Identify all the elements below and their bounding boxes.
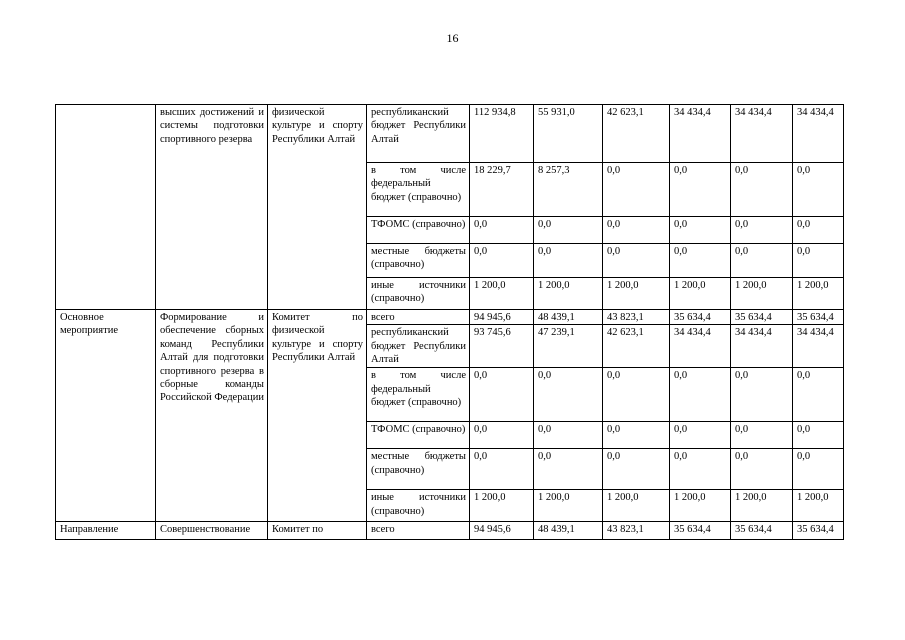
amount-cell: 34 434,4 — [731, 105, 793, 163]
amount-cell: 35 634,4 — [793, 310, 844, 325]
row-executor-cell: Комитет по — [268, 522, 367, 540]
amount-cell: 0,0 — [731, 422, 793, 449]
funding-table — [55, 104, 844, 540]
amount-cell: 0,0 — [670, 368, 731, 422]
row-description-cell: Формирование и обеспечение сборных команд Республики Алтай для подготовки спортивного резерва в сборные команды Российской Федерации — [156, 310, 268, 522]
amount-cell: 0,0 — [534, 217, 603, 244]
amount-cell: 0,0 — [470, 368, 534, 422]
row-name-cell: Направление — [56, 522, 156, 540]
amount-cell: 0,0 — [603, 244, 670, 278]
amount-cell: 112 934,8 — [470, 105, 534, 163]
table-row — [56, 105, 844, 163]
amount-cell: 0,0 — [731, 449, 793, 490]
funding-source-cell: ТФОМС (справочно) — [367, 217, 470, 244]
amount-cell: 0,0 — [731, 368, 793, 422]
amount-cell: 34 434,4 — [793, 325, 844, 368]
funding-source-cell: иные источники (справочно) — [367, 490, 470, 522]
amount-cell: 0,0 — [603, 368, 670, 422]
amount-cell: 1 200,0 — [470, 278, 534, 310]
amount-cell: 1 200,0 — [534, 278, 603, 310]
row-name-cell: Основное мероприятие — [56, 310, 156, 522]
amount-cell: 35 634,4 — [793, 522, 844, 540]
amount-cell: 0,0 — [470, 244, 534, 278]
amount-cell: 42 623,1 — [603, 105, 670, 163]
amount-cell: 0,0 — [603, 449, 670, 490]
amount-cell: 35 634,4 — [670, 522, 731, 540]
amount-cell: 93 745,6 — [470, 325, 534, 368]
amount-cell: 0,0 — [670, 163, 731, 217]
funding-source-cell: иные источники (справочно) — [367, 278, 470, 310]
amount-cell: 48 439,1 — [534, 310, 603, 325]
amount-cell: 35 634,4 — [731, 310, 793, 325]
amount-cell: 0,0 — [603, 217, 670, 244]
amount-cell: 35 634,4 — [670, 310, 731, 325]
amount-cell: 0,0 — [534, 422, 603, 449]
page-number: 16 — [446, 31, 459, 45]
amount-cell: 1 200,0 — [793, 490, 844, 522]
amount-cell: 1 200,0 — [603, 490, 670, 522]
amount-cell: 1 200,0 — [731, 278, 793, 310]
amount-cell: 0,0 — [793, 422, 844, 449]
amount-cell: 0,0 — [534, 244, 603, 278]
amount-cell: 0,0 — [793, 244, 844, 278]
amount-cell: 0,0 — [603, 163, 670, 217]
funding-source-cell: в том числе федеральный бюджет (справочно) — [367, 163, 470, 217]
amount-cell: 94 945,6 — [470, 522, 534, 540]
amount-cell: 42 623,1 — [603, 325, 670, 368]
amount-cell: 0,0 — [470, 422, 534, 449]
table-row — [56, 310, 844, 325]
amount-cell: 47 239,1 — [534, 325, 603, 368]
amount-cell: 0,0 — [534, 449, 603, 490]
funding-source-cell: всего — [367, 522, 470, 540]
amount-cell: 0,0 — [793, 449, 844, 490]
amount-cell: 1 200,0 — [470, 490, 534, 522]
amount-cell: 0,0 — [793, 368, 844, 422]
amount-cell: 0,0 — [470, 449, 534, 490]
row-description-cell: высших достижений и системы подготовки спортивного резерва — [156, 105, 268, 310]
funding-source-cell: ТФОМС (справочно) — [367, 422, 470, 449]
funding-source-cell: всего — [367, 310, 470, 325]
amount-cell: 0,0 — [534, 368, 603, 422]
funding-source-cell: в том числе федеральный бюджет (справочно) — [367, 368, 470, 422]
row-description-cell: Совершенствование — [156, 522, 268, 540]
amount-cell: 0,0 — [670, 449, 731, 490]
row-executor-cell: Комитет по физической культуре и спорту Республики Алтай — [268, 310, 367, 522]
amount-cell: 0,0 — [670, 217, 731, 244]
amount-cell: 1 200,0 — [793, 278, 844, 310]
amount-cell: 0,0 — [793, 163, 844, 217]
amount-cell: 0,0 — [793, 217, 844, 244]
table-body — [56, 105, 844, 540]
amount-cell: 43 823,1 — [603, 522, 670, 540]
amount-cell: 34 434,4 — [731, 325, 793, 368]
amount-cell: 34 434,4 — [670, 105, 731, 163]
row-name-cell — [56, 105, 156, 310]
amount-cell: 1 200,0 — [670, 490, 731, 522]
amount-cell: 34 434,4 — [793, 105, 844, 163]
amount-cell: 8 257,3 — [534, 163, 603, 217]
amount-cell: 35 634,4 — [731, 522, 793, 540]
table-row — [56, 522, 844, 540]
funding-source-cell: республиканский бюджет Республики Алтай — [367, 105, 470, 163]
amount-cell: 18 229,7 — [470, 163, 534, 217]
amount-cell: 1 200,0 — [603, 278, 670, 310]
amount-cell: 0,0 — [731, 163, 793, 217]
amount-cell: 48 439,1 — [534, 522, 603, 540]
funding-source-cell: местные бюджеты (справочно) — [367, 244, 470, 278]
funding-source-cell: местные бюджеты (справочно) — [367, 449, 470, 490]
amount-cell: 55 931,0 — [534, 105, 603, 163]
amount-cell: 43 823,1 — [603, 310, 670, 325]
row-executor-cell: физической культуре и спорту Республики Алтай — [268, 105, 367, 310]
amount-cell: 1 200,0 — [534, 490, 603, 522]
amount-cell: 0,0 — [603, 422, 670, 449]
amount-cell: 0,0 — [470, 217, 534, 244]
amount-cell: 0,0 — [731, 217, 793, 244]
amount-cell: 94 945,6 — [470, 310, 534, 325]
amount-cell: 1 200,0 — [670, 278, 731, 310]
amount-cell: 34 434,4 — [670, 325, 731, 368]
amount-cell: 1 200,0 — [731, 490, 793, 522]
funding-source-cell: республиканский бюджет Республики Алтай — [367, 325, 470, 368]
amount-cell: 0,0 — [670, 244, 731, 278]
amount-cell: 0,0 — [731, 244, 793, 278]
amount-cell: 0,0 — [670, 422, 731, 449]
